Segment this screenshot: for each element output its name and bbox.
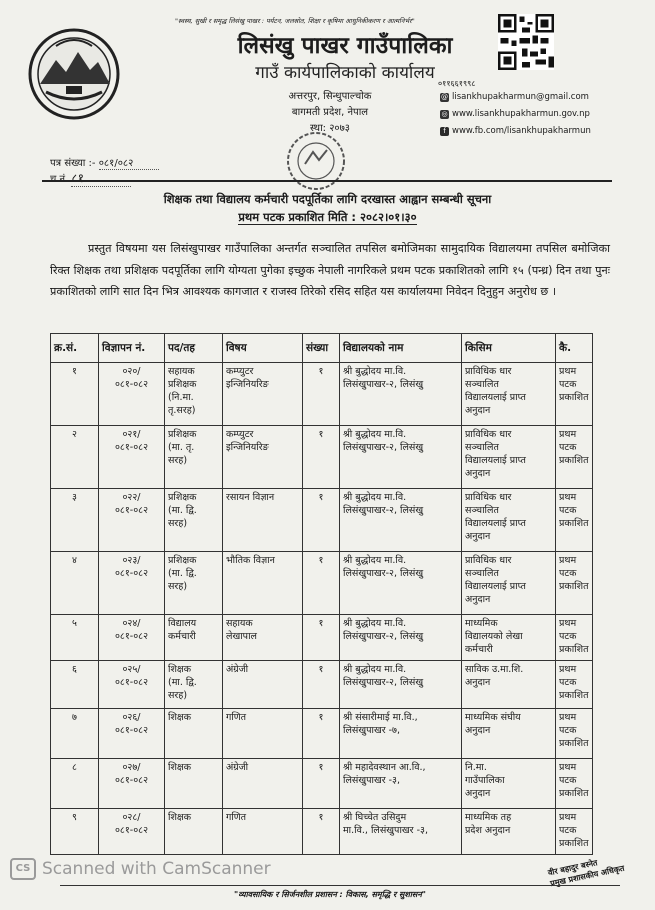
table-cell-count: १ <box>303 709 340 759</box>
top-motto: "स्वस्थ, सुखी र समृद्ध लिसंखु पाखर : पर्यटन, जलस्रोत, शिक्षा र कृषिमा आधुनिकीकरण र आत्मनिर्भर" <box>175 17 415 25</box>
table-header-cell: कै. <box>556 334 593 363</box>
table-cell-remark: प्रथम पटक प्रकाशित <box>556 363 593 426</box>
table-cell-subject: गणित <box>223 709 303 759</box>
signature-stamp: वीर बहादुर बस्नेत प्रमुख प्रशासकीय अधिकृत <box>547 858 626 889</box>
table-row <box>51 489 593 552</box>
table-cell-post: प्रशिक्षक (मा. द्वि. सरह) <box>165 552 223 615</box>
table-row <box>51 426 593 489</box>
table-cell-type: माध्यमिक तह प्रदेश अनुदान <box>462 809 556 855</box>
table-cell-type: माध्यमिक विद्यालयको लेखा कर्मचारी <box>462 615 556 661</box>
table-row <box>51 552 593 615</box>
table-cell-sn: ९ <box>51 809 99 855</box>
table-cell-ad: ०२०/ ०८१-०८२ <box>99 363 165 426</box>
website-contact <box>440 109 590 119</box>
dispatch-number <box>50 169 131 187</box>
office-title: लिसंखु पाखर गाउँपालिका <box>237 33 453 59</box>
table-cell-post: प्रशिक्षक (मा. तृ. सरह) <box>165 426 223 489</box>
table-cell-remark: प्रथम पटक प्रकाशित <box>556 759 593 809</box>
table-header-row <box>51 334 593 363</box>
camscanner-logo-icon: CS <box>10 858 36 880</box>
table-cell-post: शिक्षक <box>165 809 223 855</box>
bottom-motto: "व्यावसायिक र सिर्जनशील प्रशासन : विकास, समृद्धि र सुशासन" <box>234 890 426 899</box>
table-cell-school: श्री घिच्चेत उसिदुम मा.वि., लिसंखुपाखर -३, <box>340 809 462 855</box>
table-cell-ad: ०२१/ ०८१-०८२ <box>99 426 165 489</box>
notice-body: प्रस्तुत विषयमा यस लिसंखुपाखर गाउँपालिका अन्तर्गत सञ्चालित तपसिल बमोजिमका सामुदायिक विद्यालयमा तपसिल बमोजिका रिक्त शिक्षक तथा प्रशिक्षक पदपूर्तिका लागि योग्यता पुगेका इच्छुक नेपाली नागरिकले प्रथम पटक प्रकाशितको लागि १५ (पन्ध्र) दिन तथा पुनः प्रकाशितको लागि सात दिन भित्र आवश्यक कागजात र राजस्व तिरेको रसिद सहित यस कार्यालयमा निवेदन दिनुहुन अनुरोध छ । <box>50 242 610 298</box>
table-row <box>51 363 593 426</box>
table-cell-type: प्राविधिक धार सञ्चालित विद्यालयलाई प्राप्त अनुदान <box>462 552 556 615</box>
dispatch-number-value: ८१ <box>71 169 131 187</box>
table-cell-sn: ५ <box>51 615 99 661</box>
table-cell-sn: ७ <box>51 709 99 759</box>
table-body <box>51 363 593 855</box>
table-row <box>51 759 593 809</box>
municipality-emblem-icon <box>26 26 122 122</box>
table-cell-type: प्राविधिक धार सञ्चालित विद्यालयलाई प्राप्त अनुदान <box>462 489 556 552</box>
qr-code-icon <box>498 14 554 70</box>
watermark-text: Scanned with CamScanner <box>42 859 271 879</box>
table-cell-school: श्री बुद्धोदय मा.वि. लिसंखुपाखर-२, लिसंखु <box>340 426 462 489</box>
table-cell-remark: प्रथम पटक प्रकाशित <box>556 809 593 855</box>
table-cell-school: श्री बुद्धोदय मा.वि. लिसंखुपाखर-२, लिसंखु <box>340 661 462 709</box>
table-cell-count: १ <box>303 363 340 426</box>
globe-icon: ◎ <box>441 109 448 118</box>
table-header-cell: पद/तह <box>165 334 223 363</box>
footer-divider <box>60 885 620 886</box>
table-header-cell: विद्यालयको नाम <box>340 334 462 363</box>
table-header-cell: संख्या <box>303 334 340 363</box>
letter-number-value: ०८१/०८२ <box>99 155 159 170</box>
table-cell-type: माध्यमिक संघीय अनुदान <box>462 709 556 759</box>
office-subtitle: गाउँ कार्यपालिकाको कार्यालय <box>255 63 435 83</box>
table-cell-sn: २ <box>51 426 99 489</box>
table-cell-post: शिक्षक (मा. द्वि. सरह) <box>165 661 223 709</box>
table-cell-ad: ०२४/ ०८१-०८२ <box>99 615 165 661</box>
table-cell-sn: ३ <box>51 489 99 552</box>
website-text: www.lisankhupakharmun.gov.np <box>452 109 590 119</box>
table-cell-remark: प्रथम पटक प्रकाशित <box>556 661 593 709</box>
table-cell-remark: प्रथम पटक प्रकाशित <box>556 709 593 759</box>
table-header-cell: विषय <box>223 334 303 363</box>
table-cell-post: विद्यालय कर्मचारी <box>165 615 223 661</box>
table-cell-type: प्राविधिक धार सञ्चालित विद्यालयलाई प्राप्त अनुदान <box>462 426 556 489</box>
table-cell-count: १ <box>303 809 340 855</box>
table-cell-type: साविक उ.मा.शि. अनुदान <box>462 661 556 709</box>
table-cell-subject: अंग्रेजी <box>223 661 303 709</box>
table-cell-subject: अंग्रेजी <box>223 759 303 809</box>
table-header-cell: किसिम <box>462 334 556 363</box>
table-cell-remark: प्रथम पटक प्रकाशित <box>556 615 593 661</box>
table-cell-school: श्री बुद्धोदय मा.वि. लिसंखुपाखर-२, लिसंखु <box>340 552 462 615</box>
table-cell-school: श्री महादेवस्थान आ.वि., लिसंखुपाखर -३, <box>340 759 462 809</box>
letter-number <box>50 155 159 170</box>
table-cell-school: श्री बुद्धोदय मा.वि. लिसंखुपाखर-२, लिसंखु <box>340 363 462 426</box>
table-cell-remark: प्रथम पटक प्रकाशित <box>556 552 593 615</box>
facebook-contact <box>440 126 591 136</box>
publish-date: प्रथम पटक प्रकाशित मिति : २०८२।०१।३० <box>238 210 417 224</box>
established-year: स्था: २०७३ <box>309 123 351 134</box>
facebook-text: www.fb.com/lisankhupakharmun <box>452 126 591 136</box>
table-cell-ad: ०२५/ ०८१-०८२ <box>99 661 165 709</box>
vacancy-table <box>50 333 593 855</box>
email-icon: @ <box>441 92 448 101</box>
table-cell-post: शिक्षक <box>165 759 223 809</box>
table-cell-remark: प्रथम पटक प्रकाशित <box>556 426 593 489</box>
table-cell-school: श्री बुद्धोदय मा.वि. लिसंखुपाखर-२, लिसंखु <box>340 615 462 661</box>
table-cell-ad: ०२७/ ०८१-०८२ <box>99 759 165 809</box>
table-cell-ad: ०२८/ ०८१-०८२ <box>99 809 165 855</box>
table-cell-school: श्री संसारीमाई मा.वि., लिसंखुपाखर -७, <box>340 709 462 759</box>
table-cell-subject: भौतिक विज्ञान <box>223 552 303 615</box>
email-text: lisankhupakharmun@gmail.com <box>452 92 589 102</box>
table-row <box>51 615 593 661</box>
table-cell-subject: कम्प्युटर इन्जिनियरिङ <box>223 363 303 426</box>
table-cell-count: १ <box>303 759 340 809</box>
notice-subheading <box>40 210 615 225</box>
table-cell-subject: रसायन विज्ञान <box>223 489 303 552</box>
table-cell-post: प्रशिक्षक (मा. द्वि. सरह) <box>165 489 223 552</box>
table-cell-type: नि.मा. गाउँपालिका अनुदान <box>462 759 556 809</box>
table-cell-remark: प्रथम पटक प्रकाशित <box>556 489 593 552</box>
table-cell-count: १ <box>303 489 340 552</box>
table-cell-count: १ <box>303 552 340 615</box>
table-row <box>51 809 593 855</box>
table-cell-school: श्री बुद्धोदय मा.वि. लिसंखुपाखर-२, लिसंखु <box>340 489 462 552</box>
table-cell-sn: ६ <box>51 661 99 709</box>
table-row <box>51 709 593 759</box>
dispatch-number-label: च.नं. <box>50 174 69 185</box>
phone-number: ०११६६१९९८ <box>438 79 476 88</box>
table-cell-sn: १ <box>51 363 99 426</box>
table-header-cell: क्र.सं. <box>51 334 99 363</box>
table-cell-subject: सहायक लेखापाल <box>223 615 303 661</box>
email-contact <box>440 92 589 102</box>
letter-number-label: पत्र संख्या :- <box>50 158 96 169</box>
table-cell-ad: ०२३/ ०८१-०८२ <box>99 552 165 615</box>
facebook-icon: f <box>440 127 449 136</box>
table-cell-ad: ०२२/ ०८१-०८२ <box>99 489 165 552</box>
table-row <box>51 661 593 709</box>
table-cell-type: प्राविधिक धार सञ्चालित विद्यालयलाई प्राप्त अनुदान <box>462 363 556 426</box>
header-divider <box>42 180 612 182</box>
camscanner-watermark <box>10 858 271 880</box>
table-cell-post: शिक्षक <box>165 709 223 759</box>
table-cell-count: १ <box>303 615 340 661</box>
table-cell-ad: ०२६/ ०८१-०८२ <box>99 709 165 759</box>
table-cell-post: सहायक प्रशिक्षक (नि.मा. तृ.सरह) <box>165 363 223 426</box>
office-stamp-icon <box>285 130 347 192</box>
table-header-cell: विज्ञापन नं. <box>99 334 165 363</box>
table-cell-count: १ <box>303 661 340 709</box>
notice-heading: शिक्षक तथा विद्यालय कर्मचारी पदपूर्तिका लागि दरखास्त आह्वान सम्बन्धी सूचना <box>163 192 492 206</box>
table-cell-sn: ८ <box>51 759 99 809</box>
table-cell-subject: गणित <box>223 809 303 855</box>
address-line-1: अत्तरपुर, सिन्धुपाल्चोक <box>288 91 372 102</box>
table-cell-count: १ <box>303 426 340 489</box>
table-cell-subject: कम्प्युटर इन्जिनियरिङ <box>223 426 303 489</box>
address-line-2: बागमती प्रदेश, नेपाल <box>291 107 369 118</box>
table-cell-sn: ४ <box>51 552 99 615</box>
